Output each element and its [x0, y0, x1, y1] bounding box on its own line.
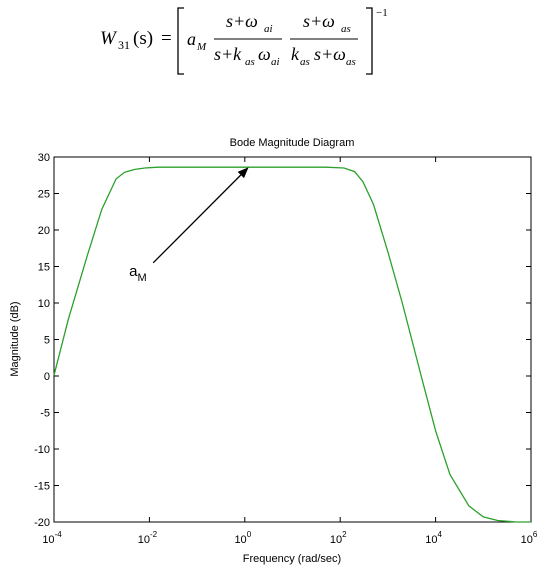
x-tick-labels	[42, 530, 538, 546]
formula-exponent: −1	[376, 7, 388, 19]
transfer-function-formula	[0, 0, 547, 80]
fraction2-denominator-b: s+ω	[314, 44, 346, 64]
formula-coefficient: a	[187, 29, 196, 49]
fraction2-denominator-a-subscript: as	[300, 56, 310, 68]
fraction1-numerator: s+ω	[226, 11, 258, 31]
x-axis-title: Frequency (rad/sec)	[242, 553, 342, 565]
y-tick-label: 15	[37, 261, 50, 274]
fraction1-denominator-b: ω	[258, 44, 271, 64]
y-tick-label: -5	[40, 407, 50, 420]
fraction1-denominator-a-subscript: as	[245, 56, 255, 68]
x-tick-label: $10^{-4}$	[42, 530, 62, 546]
formula-equals: =	[161, 28, 172, 49]
bode-magnitude-chart	[0, 120, 547, 570]
x-tick-label: $10^0$	[234, 530, 252, 546]
plot-area-frame	[54, 157, 531, 522]
annotation-label: $a_M$	[129, 262, 147, 284]
formula-right-bracket	[366, 8, 372, 74]
y-tick-label: -20	[34, 517, 50, 529]
x-tick-label: $10^2$	[329, 530, 347, 546]
x-tick-label: $10^{-2}$	[137, 530, 158, 546]
fraction2-numerator-subscript: as	[341, 23, 351, 35]
formula-lhs-argument: (s)	[133, 28, 154, 49]
y-tick-label: 25	[37, 188, 50, 201]
y-tick-label: 20	[37, 225, 50, 237]
formula-lhs: W	[100, 28, 116, 49]
fraction2-numerator: s+ω	[303, 11, 335, 31]
formula-left-bracket	[178, 8, 184, 74]
fraction2-denominator-b-subscript: as	[346, 56, 356, 68]
formula-lhs-subscript: 31	[118, 38, 130, 52]
fraction1-denominator-b-subscript: ai	[271, 56, 280, 68]
x-tick-label: $10^4$	[425, 530, 442, 546]
y-tick-label: 0	[43, 371, 50, 383]
x-tick-label: $10^6$	[520, 530, 538, 546]
formula-coefficient-subscript: M	[197, 41, 207, 53]
y-axis-title: Magnitude (dB)	[9, 301, 21, 377]
y-tick-label: -15	[34, 480, 50, 493]
fraction1-denominator-a: s+k	[214, 44, 242, 64]
y-tick-label: 5	[43, 334, 50, 347]
y-tick-label: -10	[34, 444, 50, 456]
fraction1-numerator-subscript: ai	[264, 23, 273, 35]
y-tick-label: 10	[37, 298, 50, 310]
y-tick-labels	[34, 152, 50, 529]
fraction2-denominator-a: k	[291, 44, 299, 64]
y-tick-label: 30	[37, 152, 50, 164]
chart-title: Bode Magnitude Diagram	[229, 137, 355, 149]
